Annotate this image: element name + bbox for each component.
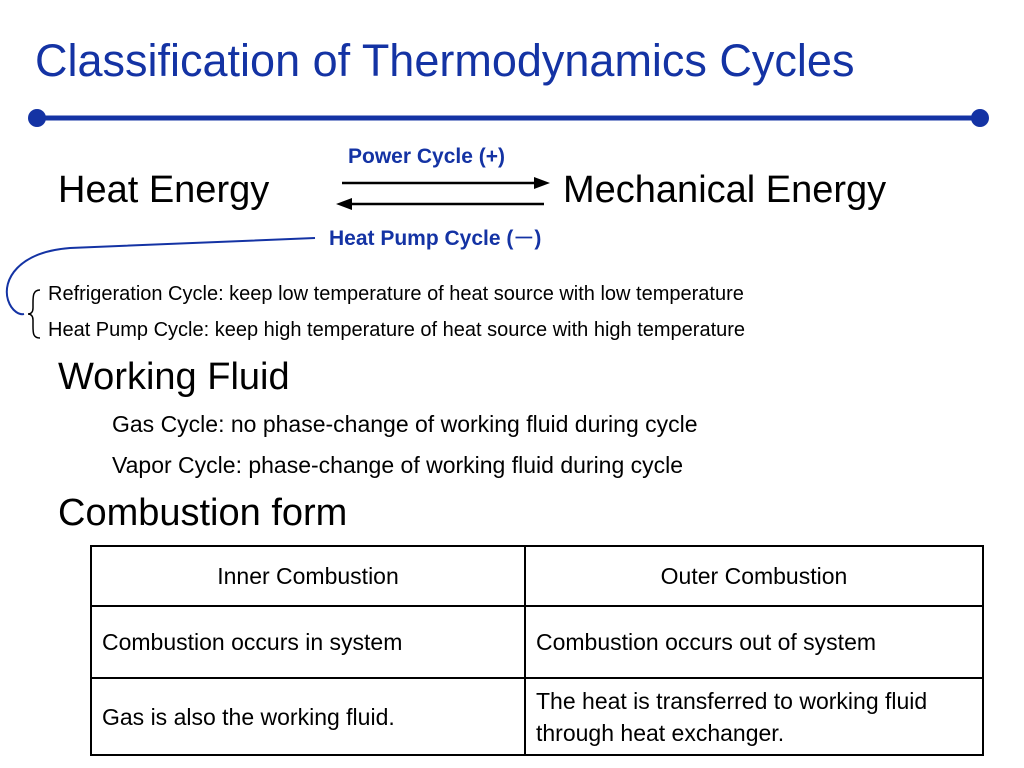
refrigeration-cycle-text: Refrigeration Cycle: keep low temperature of heat source with low temperature: [48, 283, 744, 305]
table-cell: Combustion occurs in system: [91, 606, 525, 678]
gas-cycle-text: Gas Cycle: no phase-change of working fluid during cycle: [112, 411, 698, 437]
title-underline: [28, 109, 989, 127]
heat-pump-cycle-text: Heat Pump Cycle: keep high temperature of heat source with high temperature: [48, 319, 746, 341]
table-header-row: [91, 546, 983, 606]
combustion-form-heading: Combustion form: [58, 492, 348, 534]
page-title: Classification of Thermodynamics Cycles: [35, 35, 855, 86]
vapor-cycle-text: Vapor Cycle: phase-change of working fluid during cycle: [112, 452, 684, 478]
outer-combustion-header: Outer Combustion: [525, 546, 983, 606]
power-cycle-label: Power Cycle (+): [348, 145, 505, 168]
mechanical-energy-label: Mechanical Energy: [563, 169, 887, 211]
heat-pump-cycle-label: Heat Pump Cycle (－): [329, 227, 542, 250]
table-cell: The heat is transferred to working fluid through heat exchanger.: [525, 678, 983, 755]
inner-combustion-header: Inner Combustion: [91, 546, 525, 606]
heat-energy-label: Heat Energy: [58, 169, 270, 211]
curly-brace: [28, 290, 40, 338]
table-cell: Combustion occurs out of system: [525, 606, 983, 678]
working-fluid-heading: Working Fluid: [58, 356, 290, 398]
table-cell: Gas is also the working fluid.: [91, 678, 525, 755]
combustion-table: [90, 545, 984, 756]
power-cycle-arrow: [342, 177, 550, 189]
table-row: [91, 606, 983, 678]
heat-pump-cycle-arrow: [336, 198, 544, 210]
table-row: [91, 678, 983, 755]
